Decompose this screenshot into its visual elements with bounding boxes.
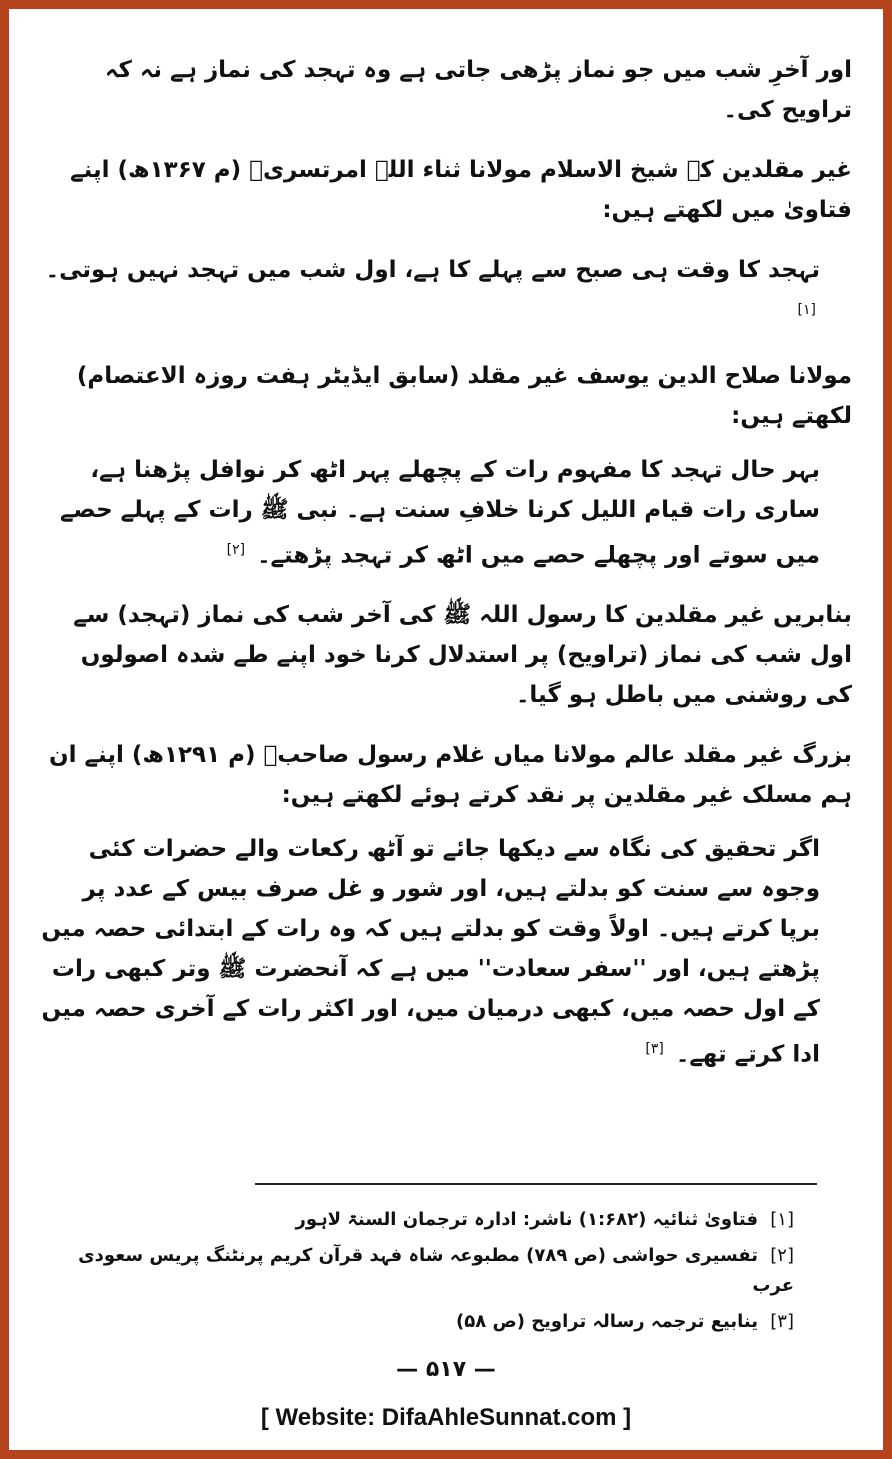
- quote-3: [40, 829, 852, 1075]
- paragraph-2: غیر مقلدین کے شیخ الاسلام مولانا ثناء اللہ امرتسریؒ (م ۱۳۶۷ھ) اپنے فتاویٰ میں لکھتے ہیں:: [70, 157, 852, 223]
- quote-2-text: بہر حال تہجد کا مفہوم رات کے پچھلے پہر اٹھ کر نوافل پڑھنا ہے، ساری رات قیام اللیل کرنا خلافِ سنت ہے۔ نبی ﷺ رات کے پہلے حصے میں سوتے اور پچھلے حصے میں اٹھ کر تہجد پڑھتے۔: [59, 456, 820, 569]
- quote-3-text: اگر تحقیق کی نگاہ سے دیکھا جائے تو آٹھ رکعات والے حضرات کئی وجوہ سے سنت کو بدلتے ہیں، اور شور و غل صرف بیس کے عدد پر برپا کرتے ہیں۔ اولاً وقت کو بدلتے ہیں کہ وہ رات کے ابتدائی حصہ میں پڑھتے ہیں، اور ''سفر سعادت'' میں ہے کہ آنحضرت ﷺ وتر کبھی رات کے اول حصہ میں، کبھی درمیان میں، اور اکثر رات کے آخری حصہ میں ادا کرتے تھے۔: [41, 836, 820, 1068]
- footnote-item: [40, 1307, 830, 1337]
- page-body: [40, 50, 852, 1075]
- page-number: — ۵۱۷ —: [396, 1357, 496, 1382]
- paragraph-3: مولانا صلاح الدین یوسف غیر مقلد (سابق ایڈیٹر ہفت روزہ الاعتصام) لکھتے ہیں:: [76, 362, 852, 429]
- footnote-number: [۱]: [770, 1209, 794, 1230]
- footnote-ref-1: [۱]: [797, 302, 816, 318]
- footnote-divider: [255, 1183, 817, 1185]
- paragraph-1: اور آخرِ شب میں جو نماز پڑھی جاتی ہے وہ تہجد کی نماز ہے نہ کہ تراویح کی۔: [105, 57, 852, 123]
- quote-1-text: تہجد کا وقت ہی صبح سے پہلے کا ہے، اول شب میں تہجد نہیں ہوتی۔: [45, 257, 820, 283]
- footnote-ref-3: [۳]: [645, 1041, 664, 1058]
- footnote-number: [۳]: [770, 1311, 794, 1332]
- website-footer: [ Website: DifaAhleSunnat.com ]: [260, 1404, 632, 1431]
- quote-1: [40, 250, 852, 336]
- footnote-text: تفسیری حواشی (ص ۷۸۹) مطبوعہ شاہ فہد قرآن کریم پرنٹنگ پریس سعودی عرب: [78, 1245, 794, 1296]
- footnotes: [40, 1205, 830, 1343]
- quote-2: [40, 450, 852, 576]
- paragraph-5: بزرگ غیر مقلد عالم مولانا میاں غلام رسول صاحبؒ (م ۱۲۹۱ھ) اپنے ان ہم مسلک غیر مقلدین پر نقد کرتے ہوئے لکھتے ہیں:: [48, 742, 852, 809]
- paragraph-4: بنابریں غیر مقلدین کا رسول اللہ ﷺ کی آخر شب کی نماز (تہجد) سے اول شب کی نماز (تراویح) پر استدلال کرنا خود اپنے طے شدہ اصولوں کی روشنی میں باطل ہو گیا۔: [73, 602, 852, 709]
- footnote-ref-2: [۲]: [226, 541, 246, 558]
- footnote-item: [40, 1205, 830, 1235]
- footnote-text: فتاویٰ ثنائیہ (۱:۶۸۲) ناشر: ادارہ ترجمان السنۃ لاہور: [295, 1209, 758, 1230]
- footnote-text: ینابیع ترجمہ رسالہ تراویح (ص ۵۸): [456, 1311, 758, 1332]
- footnote-number: [۲]: [770, 1245, 794, 1266]
- footnote-item: [40, 1241, 830, 1301]
